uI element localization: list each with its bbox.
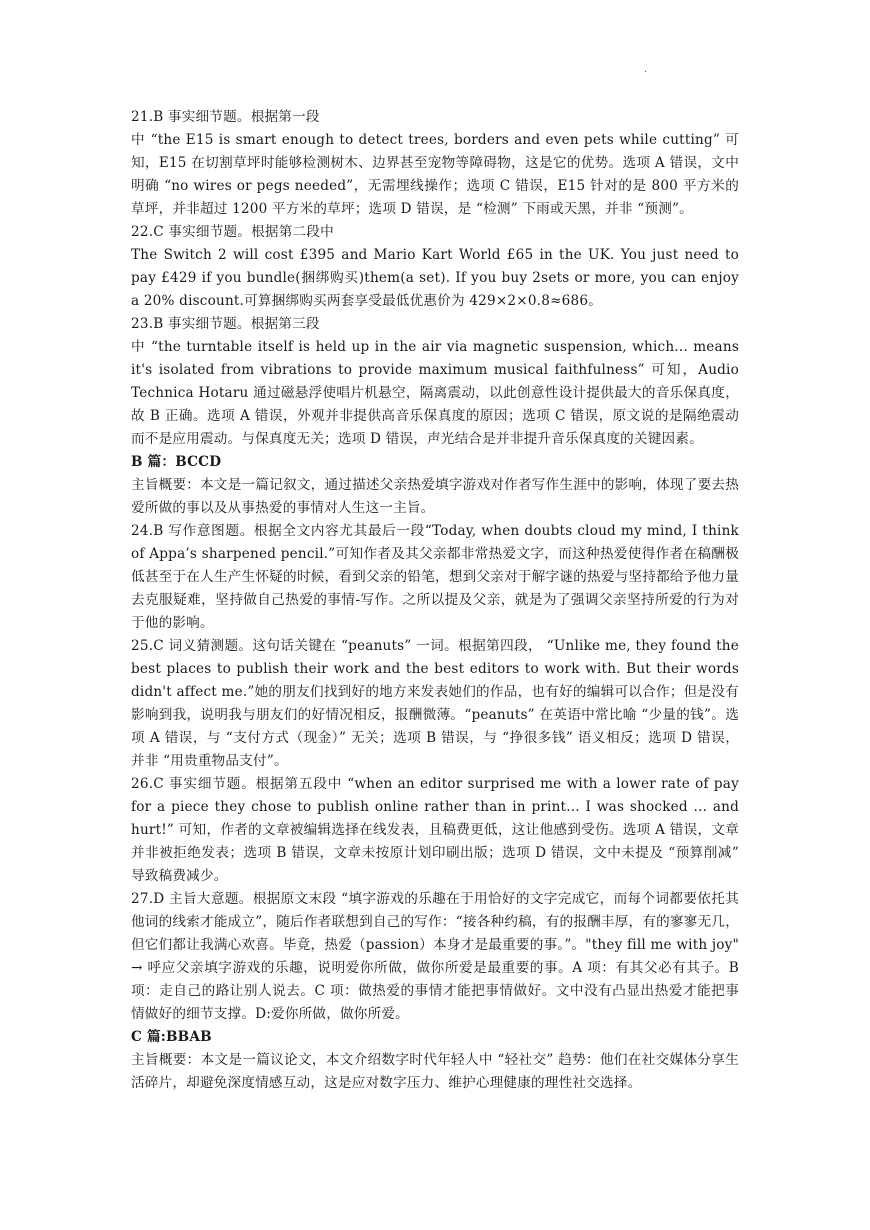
paragraph-27: 27.D 主旨大意题。根据原文末段 “填字游戏的乐趣在于用恰好的文字完成它，而每个词都要依托其他词的线索才能成立”，随后作者联想到自己的写作：“接各种约稿，有的报酬丰厚，有的寥寥无几，但它们都让我满心欢喜。毕竟，热爱（passion）本身才是最重要的事。”。"they fill me with joy" → 呼应父亲填字游戏的乐趣，说明爱你所做，做你所爱是最重要的事。A 项：有其父必有其子。B 项：走自己的路让别人说去。C 项：做热爱的事情才能把事情做好。文中没有凸显出热爱才能把事情做好的细节支撑。D:爱你所做，做你所爱。: [131, 891, 739, 1022]
paragraph-22-body: The Switch 2 will cost £395 and Mario Kart World £65 in the UK. You just need to pay £429 if you bundle(捆绑购买)them(a set). If you buy 2sets or more, you can enjoy a 20% discount.可算捆绑购买两套享受最低优惠价为 429×2×0.8≈686。: [131, 247, 739, 309]
paragraph-23-heading: 23.B 事实细节题。根据第三段: [131, 316, 320, 332]
paragraph-21-body: 中 “the E15 is smart enough to detect trees, borders and even pets while cutting” 可知，E15 在切割草坪时能够检测树木、边界甚至宠物等障碍物，这是它的优势。选项 A 错误，文中明确 “no wires or pegs needed”，无需埋线操作；选项 C 错误，E15 针对的是 800 平方米的草坪，并非超过 1200 平方米的草坪；选项 D 错误，是 “检测” 下雨或天黑，并非 “预测”。: [131, 132, 739, 217]
paragraph-23-body: 中 “the turntable itself is held up in the air via magnetic suspension, which... means it's isolated from vibrations to provide maximum musical faithfulness” 可知，Audio Technica Hotaru 通过磁悬浮使唱片机悬空，隔离震动，以此创意性设计提供最大的音乐保真度，故 B 正确。选项 A 错误，外观并非提供高音乐保真度的原因；选项 C 错误，原文说的是隔绝震动而不是应用震动。与保真度无关；选项 D 错误，声光结合是并非提升音乐保真度的关键因素。: [131, 339, 739, 447]
paragraph-21-heading: 21.B 事实细节题。根据第一段: [131, 109, 320, 125]
paragraph-24: 24.B 写作意图题。根据全文内容尤其最后一段“Today, when doubts cloud my mind, I think of Appa’s sharpened pencil.”可知作者及其父亲都非常热爱文字，而这种热爱使得作者在稿酬极低甚至于在人生产生怀疑的时候，看到父亲的铅笔，想到父亲对于解字谜的热爱与坚持都给予他力量去克服疑难，坚持做自己热爱的事情-写作。之所以提及父亲，就是为了强调父亲坚持所爱的行为对于他的影响。: [131, 523, 739, 631]
top-mark: .: [644, 64, 648, 75]
paragraph-22-heading: 22.C 事实细节题。根据第二段中: [131, 224, 334, 240]
section-b-heading: B 篇：BCCD: [131, 454, 222, 470]
section-b-summary: 主旨概要：本文是一篇记叙文，通过描述父亲热爱填字游戏对作者写作生涯中的影响，体现了要去热爱所做的事以及从事热爱的事情对人生这一主旨。: [131, 477, 739, 516]
section-c-summary: 主旨概要：本文是一篇议论文，本文介绍数字时代年轻人中 “轻社交” 趋势：他们在社交媒体分享生活碎片，却避免深度情感互动，这是应对数字压力、维护心理健康的理性社交选择。: [131, 1052, 739, 1091]
paragraph-25: 25.C 词义猜测题。这句话关键在 “peanuts” 一词。根据第四段， “Unlike me, they found the best places to publish their work and the best editors to work with. But their words didn't affect me.”她的朋友们找到好的地方来发表她们的作品，也有好的编辑可以合作；但是没有影响到我，说明我与朋友们的好情况相反，报酬微薄。“peanuts” 在英语中常比喻 “少量的钱”。选项 A 错误，与 “支付方式（现金）” 无关；选项 B 错误，与 “挣很多钱” 语义相反；选项 D 错误，并非 “用贵重物品支付”。: [131, 638, 739, 769]
section-c-heading: C 篇:BBAB: [131, 1029, 212, 1045]
paragraph-26: 26.C 事实细节题。根据第五段中 “when an editor surprised me with a lower rate of pay for a piece they chose to publish online rather than in print... I was shocked ... and hurt!” 可知，作者的文章被编辑选择在线发表，且稿费更低，这让他感到受伤。选项 A 错误，文章并非被拒绝发表；选项 B 错误，文章未按原计划印刷出版；选项 D 错误，文中未提及 “预算削减” 导致稿费减少。: [131, 776, 739, 884]
answer-explanations: [131, 106, 739, 1095]
